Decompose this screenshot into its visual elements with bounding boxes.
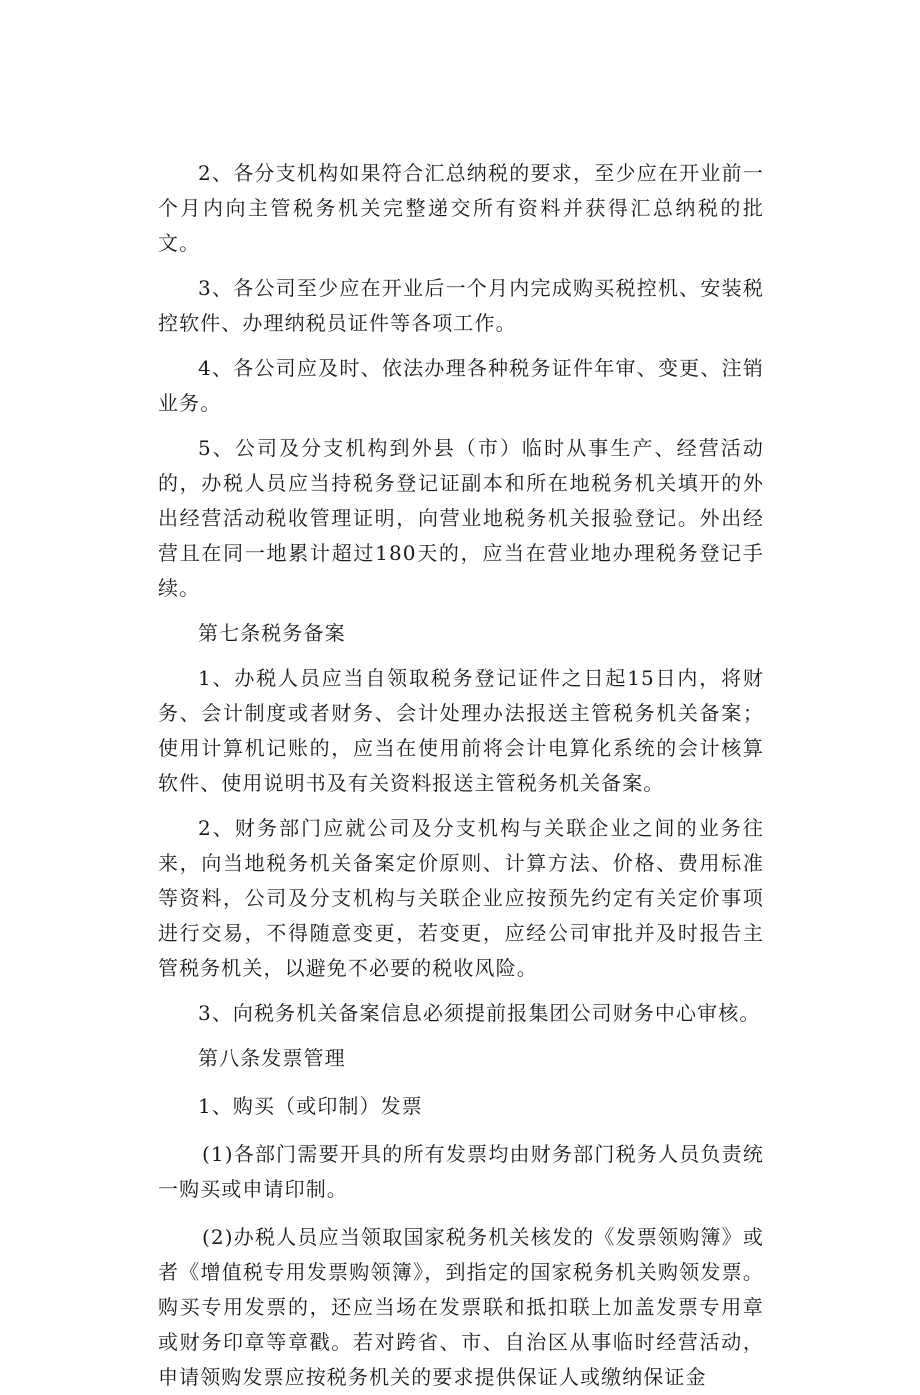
document-page [158, 156, 764, 1395]
paragraph-related-party-pricing: 2、财务部门应就公司及分支机构与关联企业之间的业务往来，向当地税务机关备案定价原则、计算方法、价格、费用标准等资料，公司及分支机构与关联企业应按预先约定有关定价事项进行交易，不得随意变更，若变更，应经公司审批并及时报告主管税务机关，以避免不必要的税收风险。 [158, 816, 764, 980]
heading-purchase-invoices: 1、购买（或印制）发票 [198, 1094, 423, 1118]
paragraph-invoice-unified-purchase: (1)各部门需要开具的所有发票均由财务部门税务人员负责统一购买或申请印制。 [158, 1142, 764, 1201]
paragraph-certificate-annual-review: 4、各公司应及时、依法办理各种税务证件年审、变更、注销业务。 [158, 356, 764, 415]
paragraph-invoice-purchase-book: (2)办税人员应当领取国家税务机关核发的《发票领购簿》或者《增值税专用发票购领簿》，到指定的国家税务机关购领发票。购买专用发票的，还应当场在发票联和抵扣联上加盖发票专用章或财务印章等章戳。若对跨省、市、自治区从事临时经营活动，申请领购发票应按税务机关的要求提供保证人或缴纳保证金 [158, 1225, 764, 1389]
heading-article-8-invoice-management: 第八条发票管理 [198, 1046, 346, 1070]
paragraph-accounting-system-filing: 1、办税人员应当自领取税务登记证件之日起15日内，将财务、会计制度或者财务、会计处理办法报送主管税务机关备案；使用计算机记账的，应当在使用前将会计电算化系统的会计核算软件、使用说明书及有关资料报送主管税务机关备案。 [158, 666, 764, 795]
heading-article-7-tax-filing: 第七条税务备案 [198, 621, 346, 645]
paragraph-out-of-county-operations: 5、公司及分支机构到外县（市）临时从事生产、经营活动的，办税人员应当持税务登记证副本和所在地税务机关填开的外出经营活动税收管理证明，向营业地税务机关报验登记。外出经营且在同一地累计超过180天的，应当在营业地办理税务登记手续。 [158, 436, 764, 600]
paragraph-group-review: 3、向税务机关备案信息必须提前报集团公司财务中心审核。 [198, 1001, 761, 1025]
paragraph-tax-control-setup: 3、各公司至少应在开业后一个月内完成购买税控机、安装税控软件、办理纳税员证件等各项工作。 [158, 276, 764, 335]
paragraph-branch-consolidated-tax: 2、各分支机构如果符合汇总纳税的要求，至少应在开业前一个月内向主管税务机关完整递交所有资料并获得汇总纳税的批文。 [158, 161, 764, 255]
